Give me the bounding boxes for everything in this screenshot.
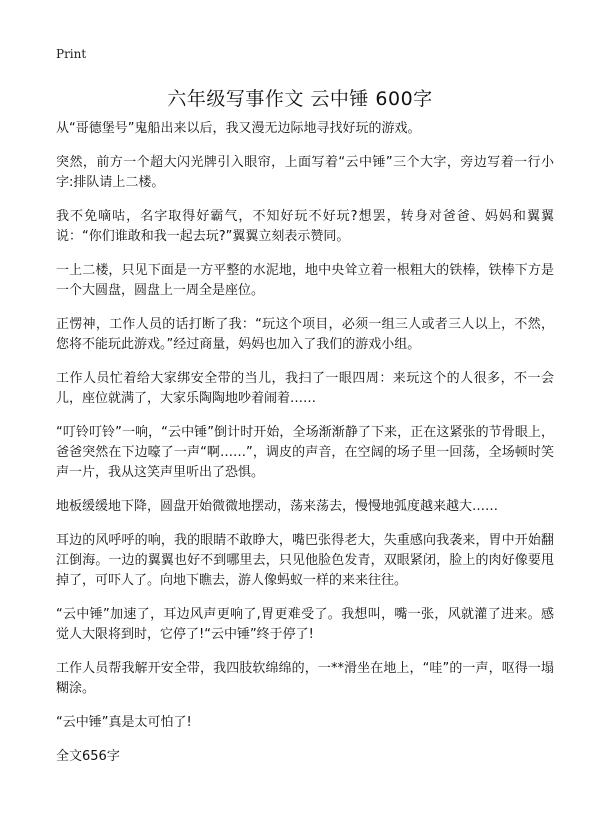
paragraph: 一上二楼，只见下面是一方平整的水泥地，地中央耸立着一根粗大的铁棒，铁棒下方是一个大圆盘，圆盘上一周全是座位。 (56, 263, 554, 298)
print-link[interactable]: Print (56, 47, 87, 61)
paragraph: “云中锤”加速了，耳边风声更响了,胃更难受了。我想叫，嘴一张，风就灌了进来。感觉人大限将到时，它停了!“云中锤”终于停了! (56, 607, 554, 642)
word-count: 全文656字 (56, 749, 120, 764)
paragraph: 正愣神，工作人员的话打断了我：“玩这个项目，必须一组三人或者三人以上，不然，您将不能玩此游戏。”经过商量，妈妈也加入了我们的游戏小组。 (56, 317, 554, 352)
paragraph: 地板缓缓地下降，圆盘开始微微地摆动，荡来荡去，慢慢地弧度越来越大…… (56, 499, 499, 514)
paragraph: 从“哥德堡号”鬼船出来以后，我又漫无边际地寻找好玩的游戏。 (56, 121, 421, 136)
paragraph: 我不免嘀咕，名字取得好霸气，不知好玩不好玩?想罢，转身对爸爸、妈妈和翼翼说：“你们谁敢和我一起去玩?”翼翼立刻表示赞同。 (56, 209, 554, 244)
paragraph: 工作人员帮我解开安全带，我四肢软绵绵的，一**滑坐在地上，“哇”的一声，呕得一塌糊涂。 (56, 661, 554, 696)
paragraph: 耳边的风呼呼的响，我的眼睛不敢睁大，嘴巴张得老大，失重感向我袭来，胃中开始翻江倒海。一边的翼翼也好不到哪里去，只见他脸色发青，双眼紧闭，脸上的肉好像要甩掉了，可吓人了。向地下瞧去，游人像蚂蚁一样的来来往往。 (56, 533, 554, 588)
article-title: 六年级写事作文 云中锤 600字 (167, 88, 433, 110)
paragraph: 突然，前方一个超大闪光牌引入眼帘，上面写着“云中锤”三个大字，旁边写着一行小字:排队请上二楼。 (56, 155, 554, 190)
article-body (56, 119, 554, 767)
paragraph: 工作人员忙着给大家绑安全带的当儿，我扫了一眼四周：来玩这个的人很多，不一会儿，座位就满了，大家乐陶陶地吵着闹着…… (56, 371, 554, 406)
paragraph: “云中锤”真是太可怕了! (56, 715, 192, 730)
paragraph: “叮铃叮铃”一响，“云中锤”倒计时开始，全场渐渐静了下来，正在这紧张的节骨眼上，爸爸突然在下边嚎了一声“啊……”，调皮的声音，在空阔的场子里一回荡，全场顿时笑声一片，我从这笑声里听出了恐惧。 (56, 425, 554, 480)
